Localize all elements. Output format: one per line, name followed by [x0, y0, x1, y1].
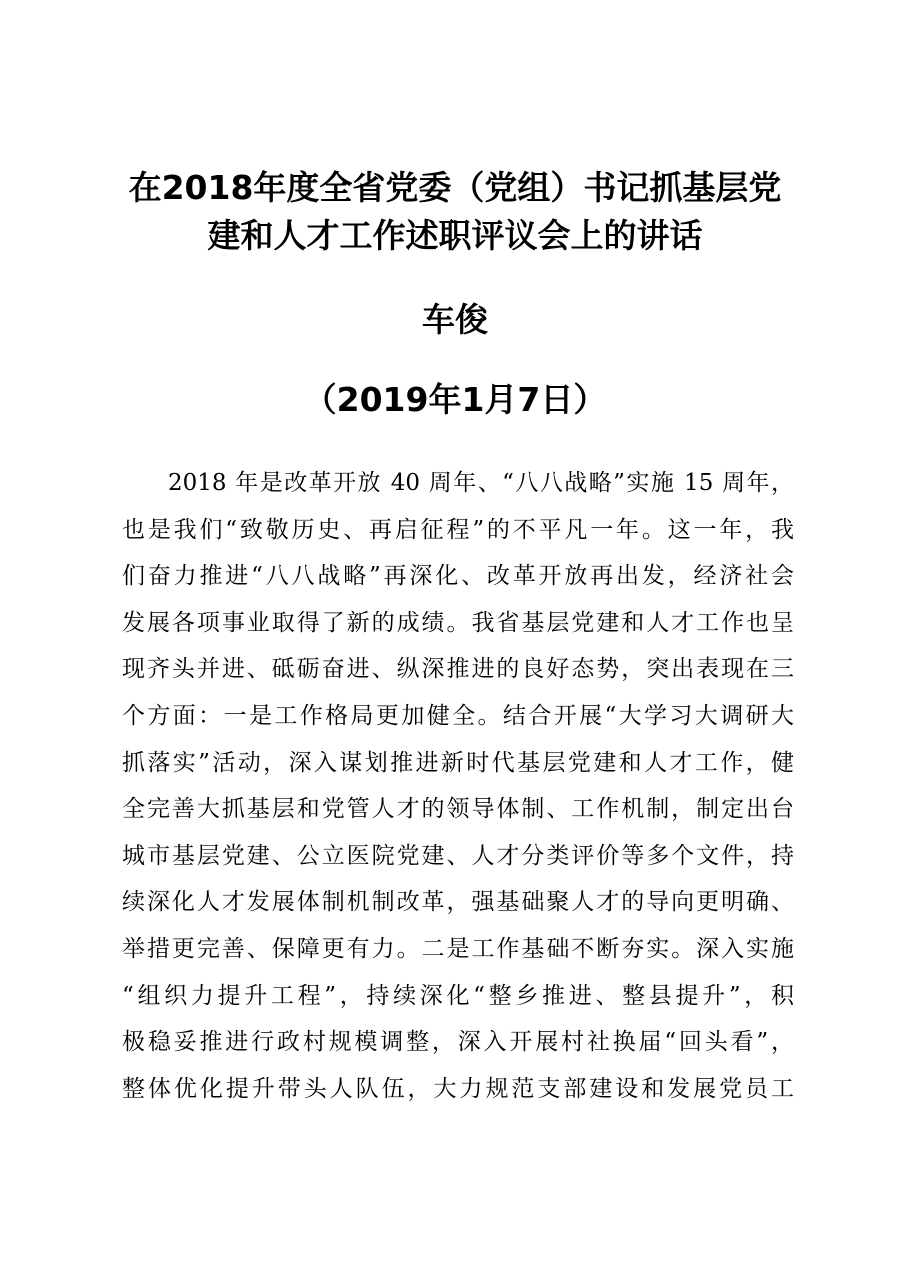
- body-line: 抓落实”活动，深入谋划推进新时代基层党建和人才工作，健: [122, 749, 794, 776]
- body-line: 举措更完善、保障更有力。二是工作基础不断夯实。深入实施: [122, 935, 794, 962]
- document-date: （2019年1月7日）: [303, 380, 607, 419]
- document-title-line-1: 在2018年度全省党委（党组）书记抓基层党: [128, 168, 782, 207]
- body-line: 个方面：一是工作格局更加健全。结合开展“大学习大调研大: [122, 702, 794, 729]
- body-line: 全完善大抓基层和党管人才的领导体制、工作机制，制定出台: [122, 796, 794, 823]
- body-line: 现齐头并进、砥砺奋进、纵深推进的良好态势，突出表现在三: [122, 656, 794, 683]
- body-line: 续深化人才发展体制机制改革，强基础聚人才的导向更明确、: [122, 889, 794, 916]
- body-paragraph: [122, 460, 794, 1112]
- document-title-line-2: 建和人才工作述职评议会上的讲话: [207, 216, 703, 255]
- body-line: 也是我们“致敬历史、再启征程”的不平凡一年。这一年，我: [122, 516, 794, 543]
- body-line: “组织力提升工程”，持续深化“整乡推进、整县提升”，积: [122, 982, 794, 1009]
- body-line: 整体优化提升带头人队伍，大力规范支部建设和发展党员工: [122, 1075, 794, 1102]
- body-line: 们奋力推进“八八战略”再深化、改革开放再出发，经济社会: [122, 563, 794, 590]
- body-line: 发展各项事业取得了新的成绩。我省基层党建和人才工作也呈: [122, 609, 794, 636]
- body-line: 2018 年是改革开放 40 周年、“八八战略”实施 15 周年，: [168, 470, 794, 496]
- body-line: 极稳妥推进行政村规模调整，深入开展村社换届“回头看”，: [122, 1029, 794, 1056]
- document-author: 车俊: [422, 300, 488, 339]
- body-line: 城市基层党建、公立医院党建、人才分类评价等多个文件，持: [122, 842, 794, 869]
